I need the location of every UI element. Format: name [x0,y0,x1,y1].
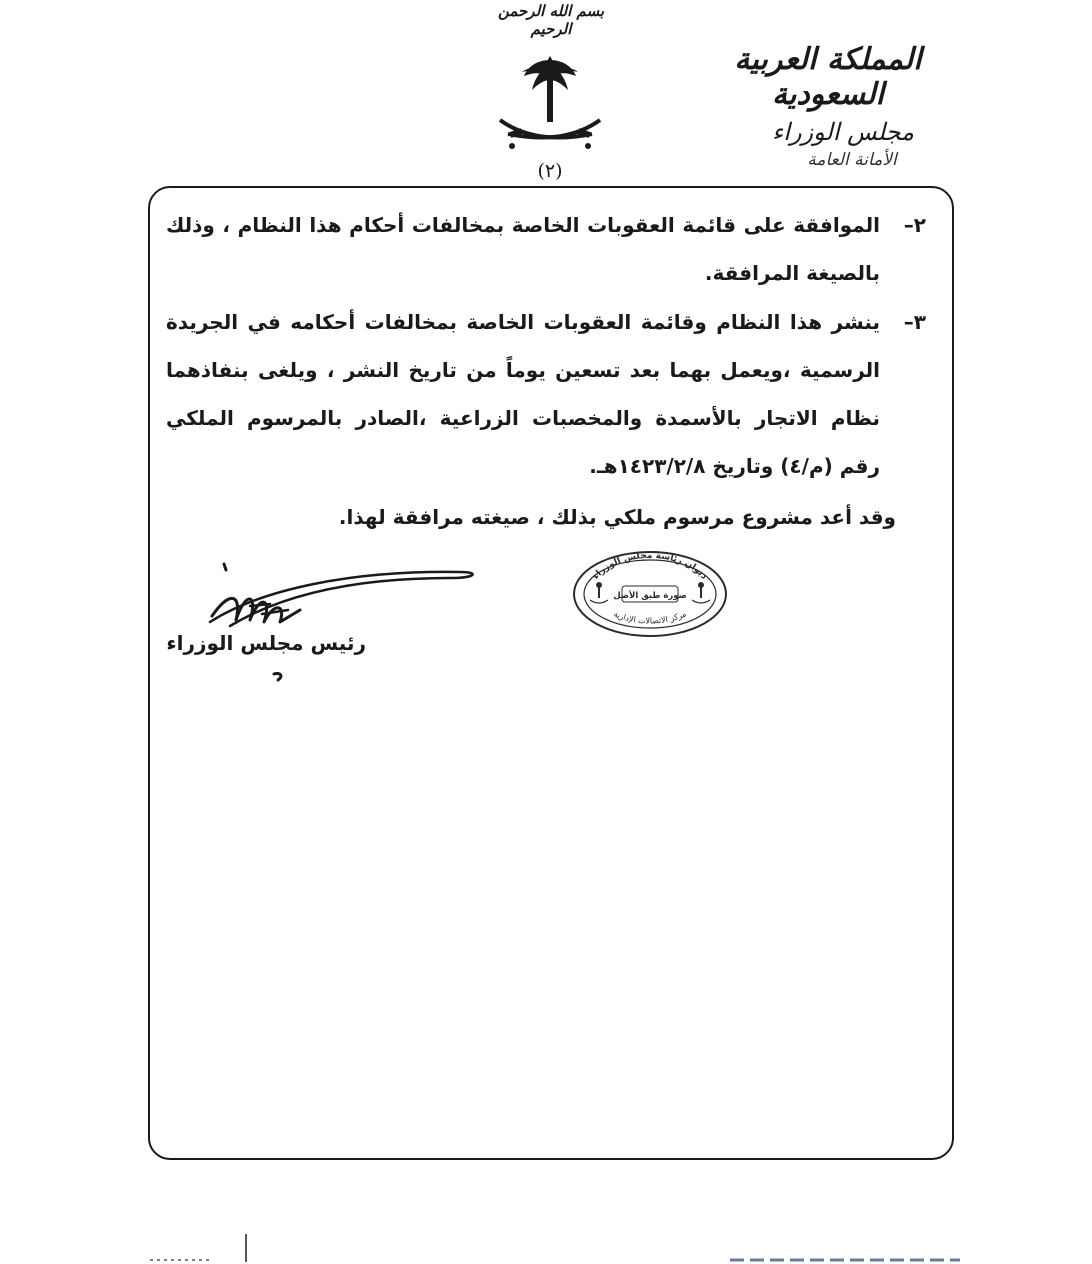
clause-number: ٣– [903,310,926,334]
seal-top-text: ديوان رئاسة مجلس الوزراء [591,550,709,582]
clause-2 [166,201,926,297]
signatory-title: رئيس مجلس الوزراء [166,631,366,655]
kingdom-name: المملكة العربية السعودية [734,42,922,112]
saudi-emblem-icon [492,50,608,160]
letterhead [690,40,966,170]
clause-text: ينشر هذا النظام وقائمة العقوبات الخاصة بمخالفات أحكامه في الجريدة الرسمية ،ويعمل بهما بعد تسعين يوماً من تاريخ النشر ، ويلغى بنفاذهما نظام الاتجار بالأسمدة والمخصبات الزراعية ،الصادر بالمرسوم الملكي رقم (م/٤) وتاريخ ١٤٢٣/٢/٨هـ. [166,310,880,478]
council-name: مجلس الوزراء [771,118,915,146]
page-number: (٢) [537,160,563,182]
svg-text:ديوان رئاسة مجلس الوزراء [591,551,709,582]
scan-edge-marks [0,1232,1092,1264]
basmala: بسم الله الرحمن الرحيم [497,2,605,38]
secretariat-name: الأمانة العامة [807,150,897,170]
clause-text: الموافقة على قائمة العقوبات الخاصة بمخالفات أحكام هذا النظام ، وذلك بالصيغة المرافقة. [166,213,880,285]
svg-text:مركز الاتصالات الإدارية [612,609,687,625]
closing-statement: وقد أعد مشروع مرسوم ملكي بذلك ، صيغته مرافقة لهذا. [338,505,896,529]
seal-middle-text: صورة طبق الأصل [613,591,687,601]
clause-number: ٢– [903,213,926,237]
official-seal-stamp [570,548,730,640]
handwritten-signature [150,550,510,700]
clause-3 [166,298,926,490]
seal-bottom-text: مركز الاتصالات الإدارية [612,609,688,626]
